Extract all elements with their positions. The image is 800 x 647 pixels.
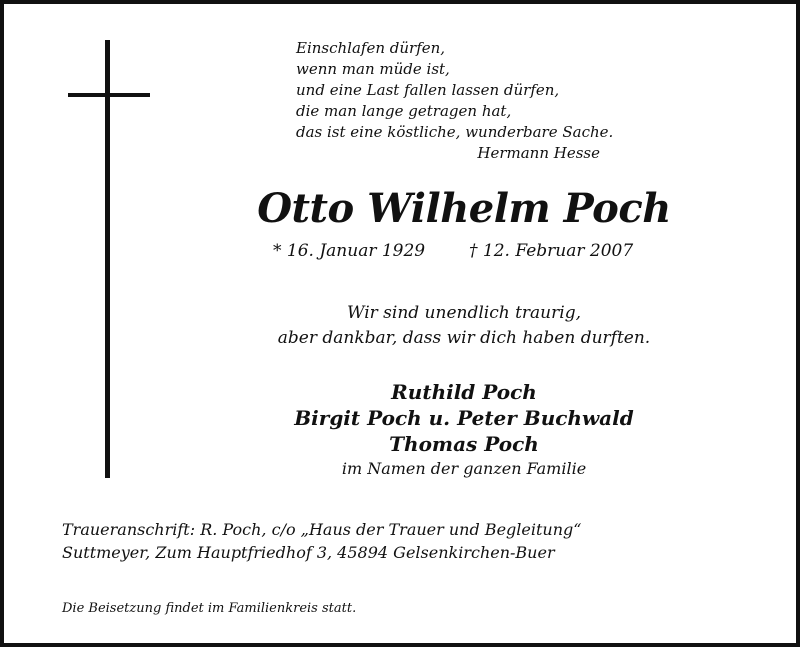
poem-line: das ist eine köstliche, wunderbare Sache. <box>296 123 614 141</box>
family-note: im Namen der ganzen Familie <box>341 459 587 478</box>
cross-vertical-bar <box>105 40 110 478</box>
mourning-address <box>62 518 581 564</box>
deceased-name: Otto Wilhelm Poch <box>257 185 671 232</box>
mourning-verse <box>154 301 774 351</box>
family-signatures <box>154 379 774 481</box>
poem-author: Hermann Hesse <box>477 144 600 162</box>
address-line: Traueranschrift: R. Poch, c/o „Haus der Trauer und Begleitung“ <box>62 520 582 539</box>
family-member: Ruthild Poch <box>391 380 537 404</box>
family-member: Thomas Poch <box>389 432 539 456</box>
verse-line: Wir sind unendlich traurig, <box>347 303 581 323</box>
death-date: † 12. Februar 2007 <box>469 241 634 261</box>
verse-line: aber dankbar, dass wir dich haben durften. <box>277 328 651 348</box>
funeral-note: Die Beisetzung findet im Familienkreis statt. <box>62 601 357 616</box>
poem-line: die man lange getragen hat, <box>296 102 512 120</box>
birth-date: * 16. Januar 1929 <box>273 241 426 261</box>
family-member: Birgit Poch u. Peter Buchwald <box>294 406 634 430</box>
address-line: Suttmeyer, Zum Hauptfriedhof 3, 45894 Gelsenkirchen-Buer <box>62 543 555 562</box>
poem-line: wenn man müde ist, <box>296 60 450 78</box>
poem-line: und eine Last fallen lassen dürfen, <box>296 81 560 99</box>
poem-line: Einschlafen dürfen, <box>296 39 446 57</box>
poem <box>296 38 626 164</box>
cross-horizontal-bar <box>68 93 150 97</box>
